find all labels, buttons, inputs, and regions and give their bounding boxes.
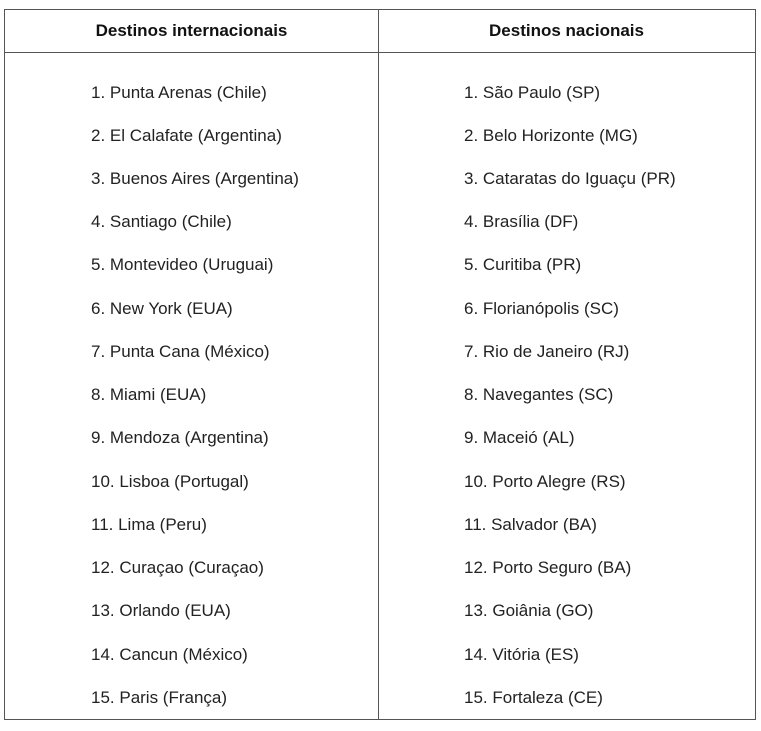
list-item: 13. Orlando (EUA) xyxy=(91,601,231,620)
list-item: 10. Porto Alegre (RS) xyxy=(464,472,626,491)
list-item: 14. Cancun (México) xyxy=(91,645,248,664)
international-column xyxy=(5,10,379,719)
list-item: 11. Salvador (BA) xyxy=(464,515,597,534)
list-item: 15. Fortaleza (CE) xyxy=(464,688,603,707)
list-item: 8. Navegantes (SC) xyxy=(464,385,614,404)
list-item: 13. Goiânia (GO) xyxy=(464,601,594,620)
list-item: 9. Mendoza (Argentina) xyxy=(91,428,269,447)
list-item: 4. Brasília (DF) xyxy=(464,212,579,231)
list-item: 1. Punta Arenas (Chile) xyxy=(91,83,267,102)
list-item: 12. Porto Seguro (BA) xyxy=(464,558,632,577)
list-item: 12. Curaçao (Curaçao) xyxy=(91,558,264,577)
list-item: 3. Cataratas do Iguaçu (PR) xyxy=(464,169,676,188)
destinations-table xyxy=(4,9,756,720)
list-item: 7. Rio de Janeiro (RJ) xyxy=(464,342,630,361)
list-item: 10. Lisboa (Portugal) xyxy=(91,472,249,491)
list-item: 4. Santiago (Chile) xyxy=(91,212,232,231)
international-header: Destinos internacionais xyxy=(5,10,378,53)
list-item: 14. Vitória (ES) xyxy=(464,645,579,664)
national-header: Destinos nacionais xyxy=(378,10,755,53)
list-item: 2. El Calafate (Argentina) xyxy=(91,126,282,145)
list-item: 9. Maceió (AL) xyxy=(464,428,575,447)
list-item: 3. Buenos Aires (Argentina) xyxy=(91,169,299,188)
list-item: 15. Paris (França) xyxy=(91,688,228,707)
list-item: 7. Punta Cana (México) xyxy=(91,342,270,361)
list-item: 11. Lima (Peru) xyxy=(91,515,207,534)
list-item: 6. New York (EUA) xyxy=(91,299,233,318)
list-item: 6. Florianópolis (SC) xyxy=(464,299,619,318)
list-item: 2. Belo Horizonte (MG) xyxy=(464,126,638,145)
national-column xyxy=(378,10,755,719)
list-item: 5. Montevideo (Uruguai) xyxy=(91,255,274,274)
list-item: 1. São Paulo (SP) xyxy=(464,83,601,102)
list-item: 8. Miami (EUA) xyxy=(91,385,207,404)
list-item: 5. Curitiba (PR) xyxy=(464,255,582,274)
